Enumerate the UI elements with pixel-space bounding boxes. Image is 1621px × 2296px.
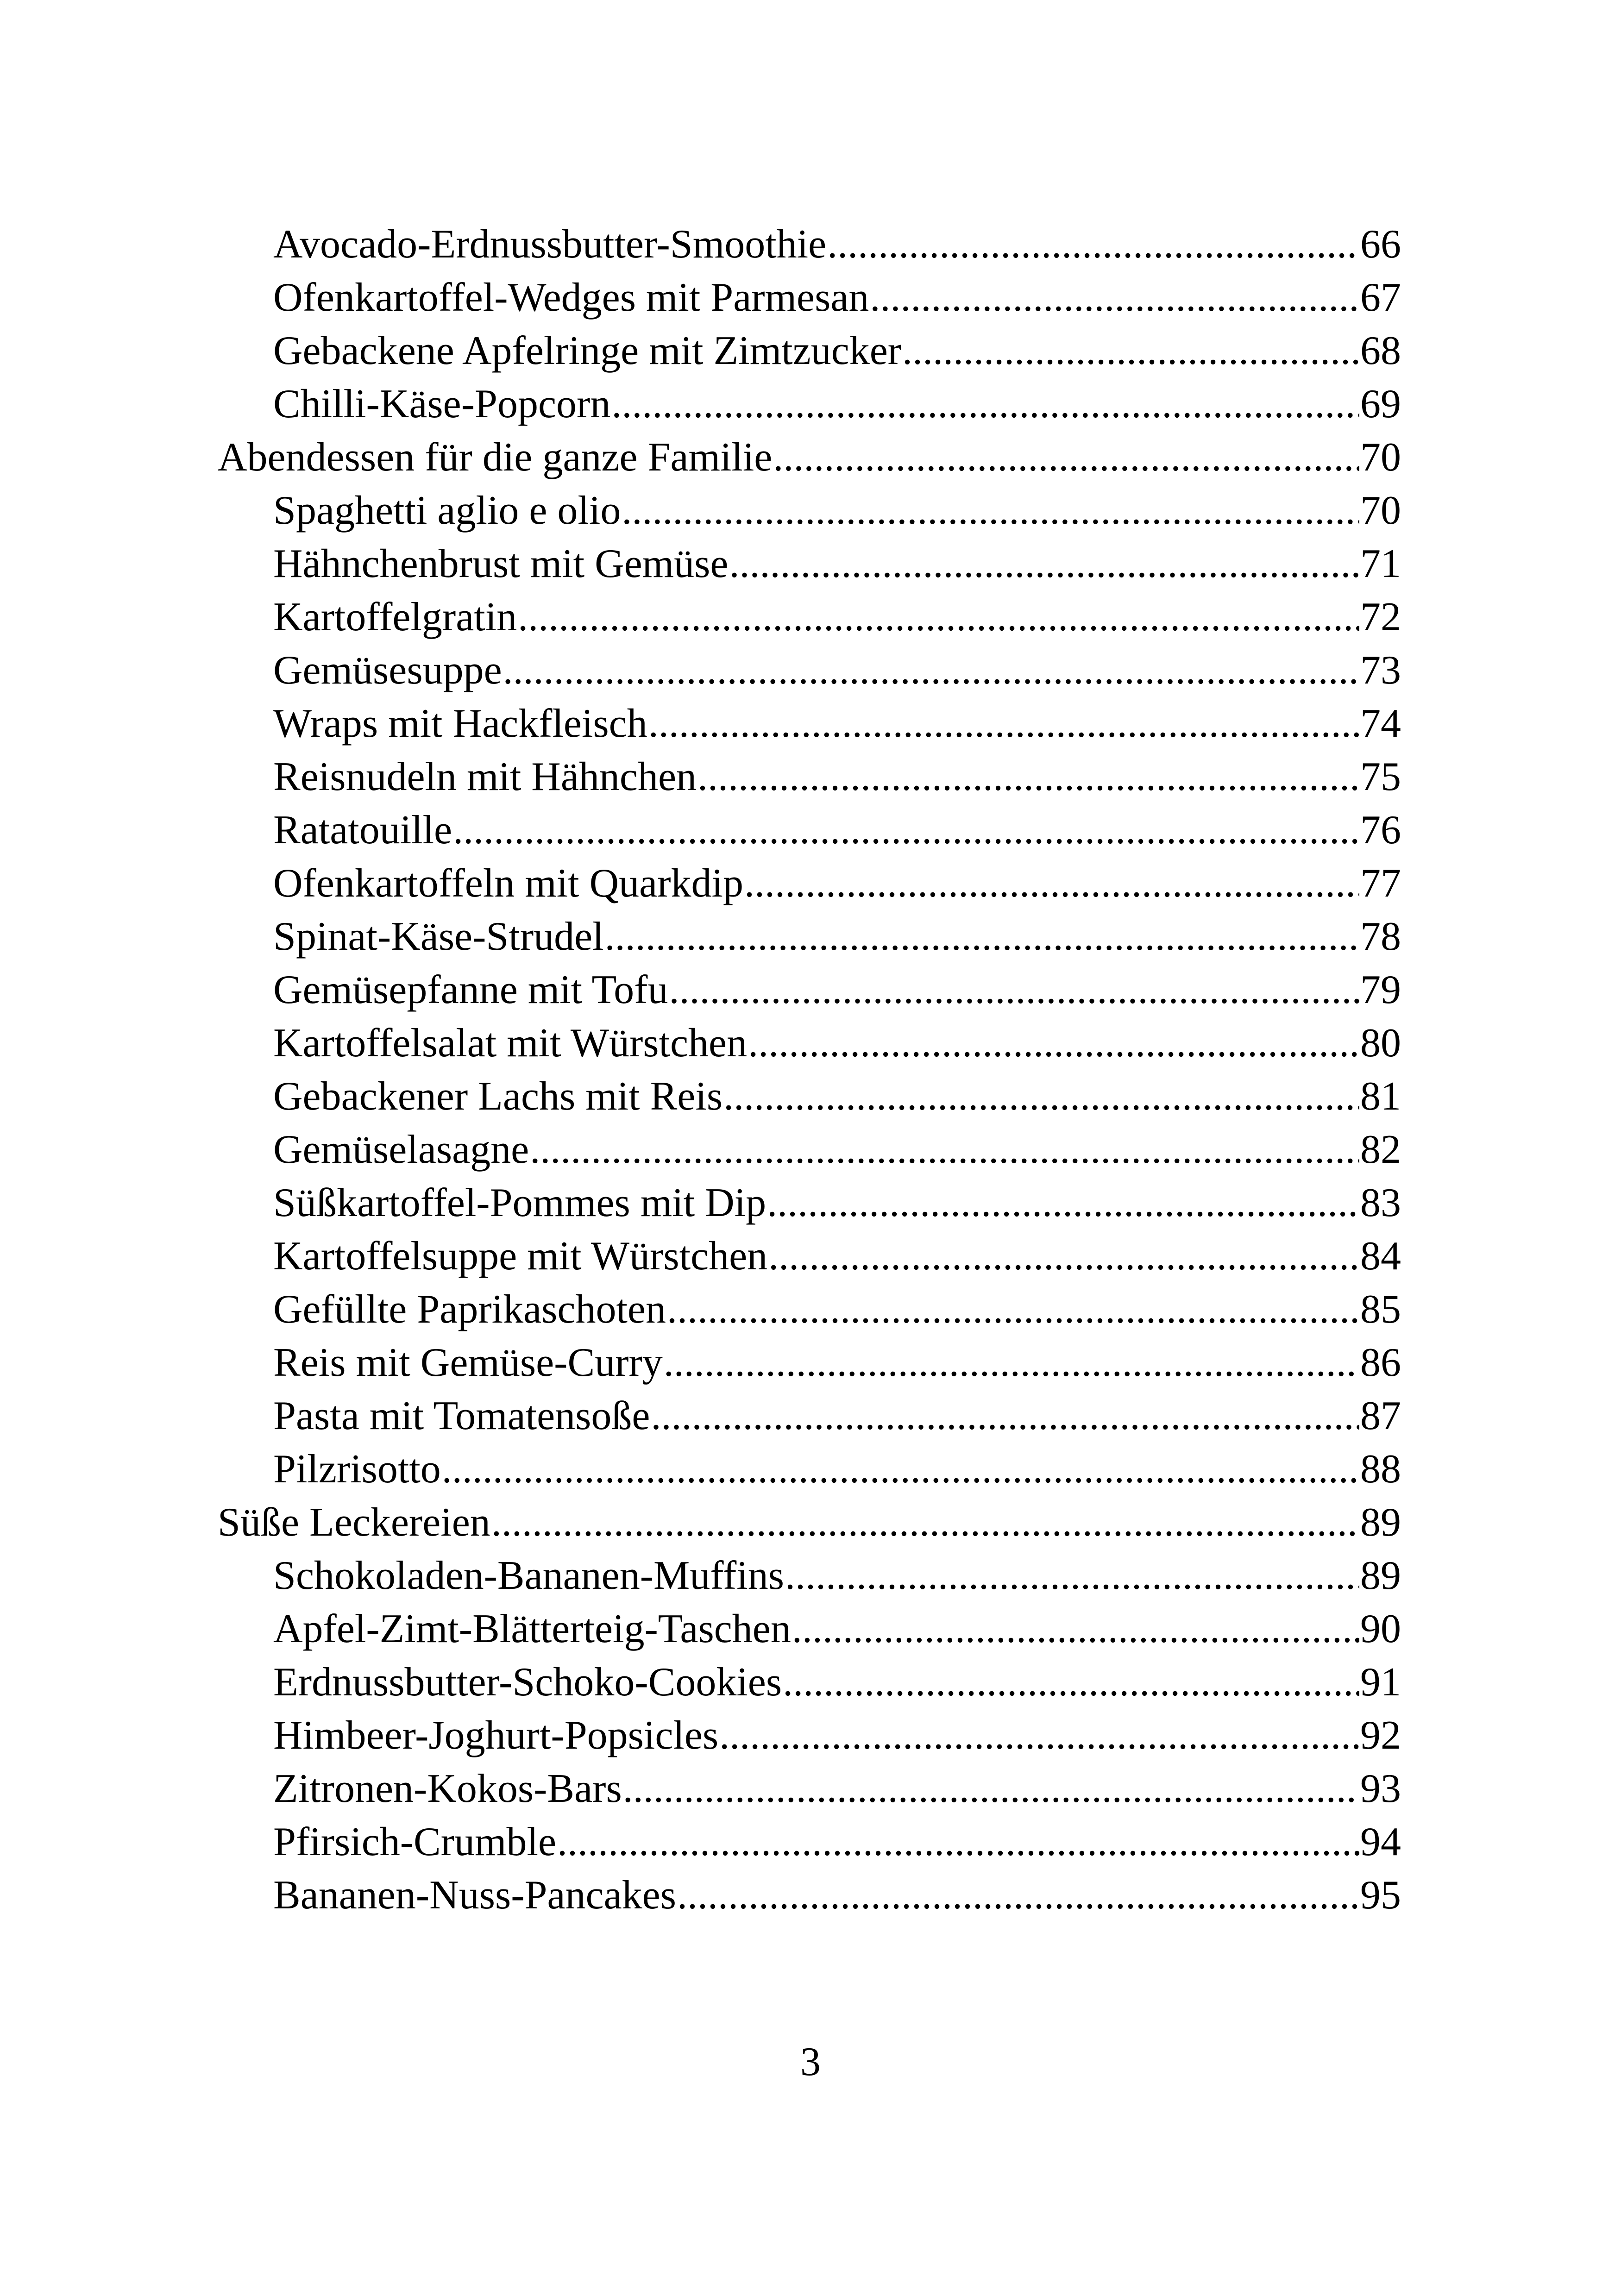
toc-entry-title: Chilli-Käse-Popcorn [273,382,611,427]
toc-entry-page: 91 [1360,1660,1401,1705]
toc-entry-title: Reis mit Gemüse-Curry [273,1340,663,1385]
dot-leader [785,1549,1359,1602]
dot-leader [870,271,1359,324]
dot-leader [767,1176,1359,1230]
dot-leader [783,1656,1359,1709]
dot-leader [768,1230,1359,1283]
toc-entry [218,1336,1401,1389]
dot-leader [530,1123,1359,1176]
toc-entry-page: 93 [1360,1766,1401,1811]
toc-entry-page: 94 [1360,1819,1401,1864]
toc-entry-page: 70 [1360,488,1401,533]
toc-entry-page: 95 [1360,1873,1401,1918]
toc-entry [218,1016,1401,1070]
toc-entry-title: Kartoffelsalat mit Würstchen [273,1021,748,1066]
toc-entry-title: Zitronen-Kokos-Bars [273,1766,622,1811]
toc-entry-page: 92 [1360,1713,1401,1758]
toc-entry-title: Himbeer-Joghurt-Popsicles [273,1713,719,1758]
toc-entry [218,857,1401,910]
toc-entry-title: Bananen-Nuss-Pancakes [273,1873,676,1918]
toc-entry-title: Reisnudeln mit Hähnchen [273,754,697,799]
toc-entry-title: Ratatouille [273,808,452,853]
dot-leader [622,484,1359,537]
toc-entry [218,750,1401,803]
toc-entry [218,1283,1401,1336]
toc-entry-title: Gebackene Apfelringe mit Zimtzucker [273,328,902,373]
toc-entry-page: 84 [1360,1234,1401,1279]
toc-entry-page: 90 [1360,1606,1401,1651]
toc-entry [218,590,1401,644]
toc-entry [218,1230,1401,1283]
toc-entry-title: Pilzrisotto [273,1447,441,1492]
toc-entry-page: 79 [1360,967,1401,1012]
toc-entry-page: 89 [1360,1500,1401,1545]
toc-entry-title: Gebackener Lachs mit Reis [273,1074,723,1119]
dot-leader [719,1709,1359,1762]
dot-leader [792,1602,1359,1656]
toc-entry-title: Süße Leckereien [218,1500,490,1545]
toc-entry [218,271,1401,324]
toc-entry-page: 66 [1360,222,1401,267]
toc-entry-title: Schokoladen-Bananen-Muffins [273,1553,785,1598]
dot-leader [729,537,1359,590]
toc-entry-title: Hähnchenbrust mit Gemüse [273,541,729,586]
toc-entry-title: Süßkartoffel-Pommes mit Dip [273,1180,767,1225]
toc-entry-page: 69 [1360,382,1401,427]
toc-entry-title: Spinat-Käse-Strudel [273,914,604,959]
dot-leader [723,1070,1359,1123]
toc-entry [218,697,1401,750]
table-of-contents [218,218,1401,1922]
toc-entry-page: 74 [1360,701,1401,746]
toc-entry-title: Pfirsich-Crumble [273,1819,557,1864]
dot-leader [518,590,1359,644]
toc-entry [218,1443,1401,1496]
dot-leader [667,1283,1359,1336]
dot-leader [605,910,1359,963]
toc-entry-title: Kartoffelgratin [273,595,517,640]
toc-entry-title: Ofenkartoffeln mit Quarkdip [273,861,743,906]
toc-entry [218,1123,1401,1176]
toc-entry-page: 70 [1360,435,1401,480]
toc-entry [218,218,1401,271]
toc-entry [218,1869,1401,1922]
toc-entry-page: 68 [1360,328,1401,373]
dot-leader [442,1443,1359,1496]
dot-leader [744,857,1359,910]
dot-leader [557,1815,1359,1869]
toc-entry-title: Gefüllte Paprikaschoten [273,1287,666,1332]
toc-entry-page: 87 [1360,1393,1401,1438]
toc-entry [218,1176,1401,1230]
toc-entry-page: 72 [1360,595,1401,640]
toc-entry-title: Ofenkartoffel-Wedges mit Parmesan [273,275,869,320]
dot-leader [697,750,1359,803]
toc-entry [218,484,1401,537]
toc-entry [218,1549,1401,1602]
dot-leader [491,1496,1359,1549]
toc-section-entry [218,431,1401,484]
dot-leader [503,644,1359,697]
toc-entry [218,1656,1401,1709]
dot-leader [453,803,1359,857]
dot-leader [669,963,1359,1016]
toc-entry [218,1602,1401,1656]
toc-entry-title: Gemüsesuppe [273,648,502,693]
toc-entry-page: 80 [1360,1021,1401,1066]
toc-entry-title: Gemüsepfanne mit Tofu [273,967,668,1012]
toc-entry-page: 73 [1360,648,1401,693]
toc-entry [218,537,1401,590]
dot-leader [623,1762,1359,1815]
toc-entry [218,324,1401,377]
toc-entry-page: 75 [1360,754,1401,799]
toc-entry-title: Kartoffelsuppe mit Würstchen [273,1234,768,1279]
toc-entry-title: Avocado-Erdnussbutter-Smoothie [273,222,827,267]
toc-entry [218,1070,1401,1123]
toc-entry-page: 88 [1360,1447,1401,1492]
dot-leader [902,324,1359,377]
toc-entry-page: 89 [1360,1553,1401,1598]
toc-entry-title: Abendessen für die ganze Familie [218,435,773,480]
toc-entry-page: 71 [1360,541,1401,586]
toc-entry-title: Erdnussbutter-Schoko-Cookies [273,1660,782,1705]
toc-entry [218,1815,1401,1869]
dot-leader [827,218,1359,271]
dot-leader [648,697,1359,750]
dot-leader [677,1869,1359,1922]
dot-leader [748,1016,1359,1070]
toc-entry-page: 86 [1360,1340,1401,1385]
toc-entry [218,1709,1401,1762]
toc-entry-page: 81 [1360,1074,1401,1119]
dot-leader [651,1389,1359,1443]
dot-leader [611,377,1359,431]
toc-entry-page: 83 [1360,1180,1401,1225]
toc-entry [218,803,1401,857]
toc-entry-page: 77 [1360,861,1401,906]
toc-entry [218,1389,1401,1443]
toc-entry-page: 82 [1360,1127,1401,1172]
toc-entry-title: Spaghetti aglio e olio [273,488,621,533]
dot-leader [773,431,1359,484]
page-number: 3 [800,2039,821,2084]
toc-entry-title: Gemüselasagne [273,1127,529,1172]
toc-entry [218,963,1401,1016]
toc-entry-title: Apfel-Zimt-Blätterteig-Taschen [273,1606,791,1651]
toc-entry [218,377,1401,431]
toc-entry [218,644,1401,697]
toc-entry-page: 85 [1360,1287,1401,1332]
toc-entry-page: 78 [1360,914,1401,959]
toc-entry-title: Wraps mit Hackfleisch [273,701,647,746]
toc-section-entry [218,1496,1401,1549]
toc-entry-title: Pasta mit Tomatensoße [273,1393,650,1438]
toc-entry-page: 67 [1360,275,1401,320]
toc-entry [218,1762,1401,1815]
toc-entry [218,910,1401,963]
dot-leader [664,1336,1359,1389]
toc-entry-page: 76 [1360,808,1401,853]
